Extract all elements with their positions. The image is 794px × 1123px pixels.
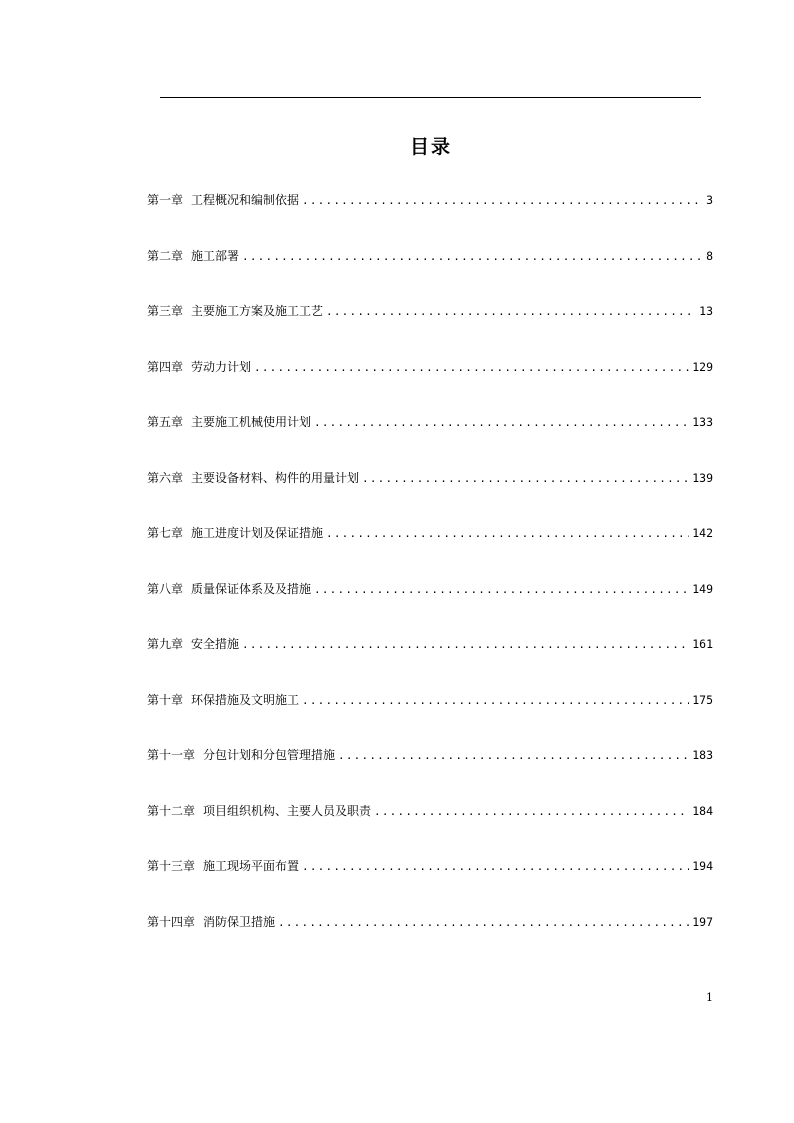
toc-leader <box>302 857 689 877</box>
toc-chapter: 第六章 <box>147 470 184 485</box>
toc-heading: 施工部署 <box>191 248 240 263</box>
toc-page-number: 149 <box>692 581 713 596</box>
toc-leader <box>326 302 696 322</box>
page-title: 目录 <box>409 136 452 158</box>
toc-heading: 主要施工方案及施工工艺 <box>191 304 324 318</box>
toc-entry-8[interactable] <box>147 579 713 635</box>
toc-heading: 质量保证体系及及措施 <box>191 581 312 596</box>
toc-leader <box>326 524 689 544</box>
toc-entry-1[interactable] <box>147 190 713 246</box>
toc-leader <box>362 469 689 489</box>
toc-chapter: 第一章 <box>147 193 184 207</box>
toc-leader <box>302 691 689 711</box>
toc-page-number: 139 <box>692 470 713 485</box>
page-footer-number: 1 <box>706 991 713 1004</box>
toc-page-number: 161 <box>692 637 713 651</box>
toc-heading: 项目组织机构、主要人员及职责 <box>203 803 372 818</box>
toc-entry-2[interactable] <box>147 246 713 302</box>
toc-leader <box>302 191 703 211</box>
toc-heading: 安全措施 <box>191 637 240 651</box>
toc-heading: 环保措施及文明施工 <box>191 692 300 707</box>
toc-entry-9[interactable] <box>147 634 713 690</box>
toc-chapter: 第十一章 <box>147 748 196 762</box>
toc-leader <box>254 358 689 378</box>
toc-leader <box>374 802 689 822</box>
toc-entry-14[interactable] <box>147 912 713 968</box>
toc-entry-12[interactable] <box>147 801 713 857</box>
toc-heading: 主要设备材料、构件的用量计划 <box>191 470 360 485</box>
toc-chapter: 第五章 <box>147 415 184 429</box>
table-of-contents <box>147 190 713 967</box>
toc-page-number: 13 <box>699 304 713 318</box>
toc-heading: 施工进度计划及保证措施 <box>191 526 324 540</box>
toc-leader <box>338 746 689 766</box>
toc-page-number: 133 <box>692 415 713 429</box>
toc-chapter: 第十章 <box>147 692 184 707</box>
toc-page-number: 142 <box>692 526 713 540</box>
toc-entry-13[interactable] <box>147 856 713 912</box>
toc-chapter: 第九章 <box>147 637 184 651</box>
toc-entry-11[interactable] <box>147 745 713 801</box>
toc-chapter: 第十二章 <box>147 803 196 818</box>
toc-entry-6[interactable] <box>147 468 713 524</box>
toc-entry-7[interactable] <box>147 523 713 579</box>
toc-heading: 消防保卫措施 <box>203 914 276 929</box>
toc-page-number: 183 <box>692 748 713 762</box>
toc-heading: 劳动力计划 <box>191 359 252 374</box>
toc-page-number: 175 <box>692 692 713 707</box>
toc-chapter: 第八章 <box>147 581 184 596</box>
toc-heading: 分包计划和分包管理措施 <box>203 748 336 762</box>
toc-chapter: 第七章 <box>147 526 184 540</box>
toc-leader <box>314 580 689 600</box>
toc-leader <box>242 247 703 267</box>
toc-heading: 主要施工机械使用计划 <box>191 415 312 429</box>
toc-entry-5[interactable] <box>147 412 713 468</box>
toc-heading: 工程概况和编制依据 <box>191 193 300 207</box>
toc-entry-10[interactable] <box>147 690 713 746</box>
toc-chapter: 第四章 <box>147 359 184 374</box>
toc-page-number: 197 <box>692 914 713 929</box>
toc-leader <box>242 635 689 655</box>
toc-chapter: 第二章 <box>147 248 184 263</box>
toc-page-number: 194 <box>692 859 713 873</box>
toc-page-number: 8 <box>706 248 713 263</box>
toc-leader <box>314 413 689 433</box>
toc-entry-4[interactable] <box>147 357 713 413</box>
toc-chapter: 第十三章 <box>147 859 196 873</box>
toc-page-number: 3 <box>706 193 713 207</box>
header-rule <box>160 97 701 98</box>
toc-chapter: 第三章 <box>147 304 184 318</box>
toc-heading: 施工现场平面布置 <box>203 859 300 873</box>
toc-page-number: 129 <box>692 359 713 374</box>
toc-entry-3[interactable] <box>147 301 713 357</box>
toc-leader <box>278 913 689 933</box>
toc-page-number: 184 <box>692 803 713 818</box>
toc-chapter: 第十四章 <box>147 914 196 929</box>
